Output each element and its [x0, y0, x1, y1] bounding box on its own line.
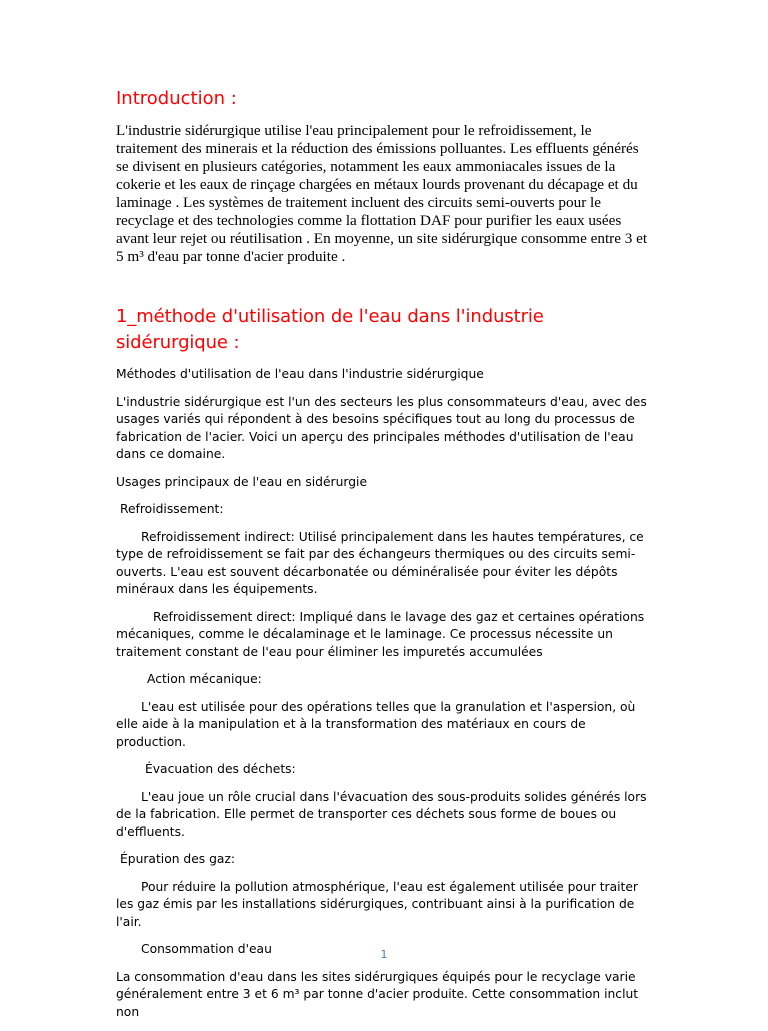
body-paragraph: L'eau joue un rôle crucial dans l'évacuation des sous-produits solides générés lors de la fabrication. Elle permet de transporter ces déchets sous forme de boues ou d'effluents.: [116, 789, 647, 839]
subheading-refroidissement: Refroidissement:: [120, 502, 224, 516]
subheading-epuration: Épuration des gaz:: [120, 852, 236, 866]
section-heading-1: 1_méthode d'utilisation de l'eau dans l'industrie sidérurgique :: [116, 306, 544, 353]
subheading-action-mecanique: Action mécanique:: [147, 672, 262, 686]
intro-paragraph: L'industrie sidérurgique utilise l'eau principalement pour le refroidissement, le traitement des minerais et la réduction des émissions polluantes. Les effluents générés se divisent en plusieurs catégories, notamment les eaux ammoniacales issues de la cokerie et les eaux de rinçage chargées en métaux lourds provenant du décapage et du laminage . Les systèmes de traitement incluent des circuits semi-ouverts pour le recyclage et des technologies comme la flottation DAF pour purifier les eaux usées avant leur rejet ou réutilisation . En moyenne, un site sidérurgique consomme entre 3 et 5 m³ d'eau par tonne d'acier produite .: [116, 122, 648, 265]
body-paragraph: L'eau est utilisée pour des opérations telles que la granulation et l'aspersion, où elle aide à la manipulation et à la transformation des matériaux en cours de production.: [116, 699, 636, 749]
body-paragraph: Refroidissement indirect: Utilisé principalement dans les hautes températures, ce type de refroidissement se fait par des échangeurs thermiques ou des circuits semi-ouverts. L'eau est souvent décarbonatée ou déminéralisée pour éviter les dépôts minéraux dans les équipements.: [116, 529, 644, 596]
body-paragraph: L'industrie sidérurgique est l'un des secteurs les plus consommateurs d'eau, avec des usages variés qui répondent à des besoins spécifiques tout au long du processus de fabrication de l'acier. Voici un aperçu des principales méthodes d'utilisation de l'eau dans ce domaine.: [116, 394, 647, 461]
body-paragraph: La consommation d'eau dans les sites sidérurgiques équipés pour le recyclage varie généralement entre 3 et 6 m³ par tonne d'acier produite. Cette consommation inclut non: [116, 969, 639, 1019]
body-paragraph: Refroidissement direct: Impliqué dans le lavage des gaz et certaines opérations mécaniques, comme le décalaminage et le laminage. Ce processus nécessite un traitement constant de l'eau pour éliminer les impuretés accumulées: [116, 609, 645, 659]
page-number: 1: [380, 948, 388, 961]
intro-heading: Introduction :: [116, 88, 237, 109]
section-subtitle: Méthodes d'utilisation de l'eau dans l'industrie sidérurgique: [116, 367, 484, 381]
subheading-usages: Usages principaux de l'eau en sidérurgie: [116, 474, 368, 489]
subheading-consommation: Consommation d'eau: [141, 942, 272, 956]
page-content: [116, 86, 652, 1031]
body-paragraph: Pour réduire la pollution atmosphérique, l'eau est également utilisée pour traiter les gaz émis par les installations sidérurgiques, contribuant ainsi à la purification de l'air.: [116, 879, 638, 929]
subheading-evacuation: Évacuation des déchets:: [145, 762, 296, 776]
